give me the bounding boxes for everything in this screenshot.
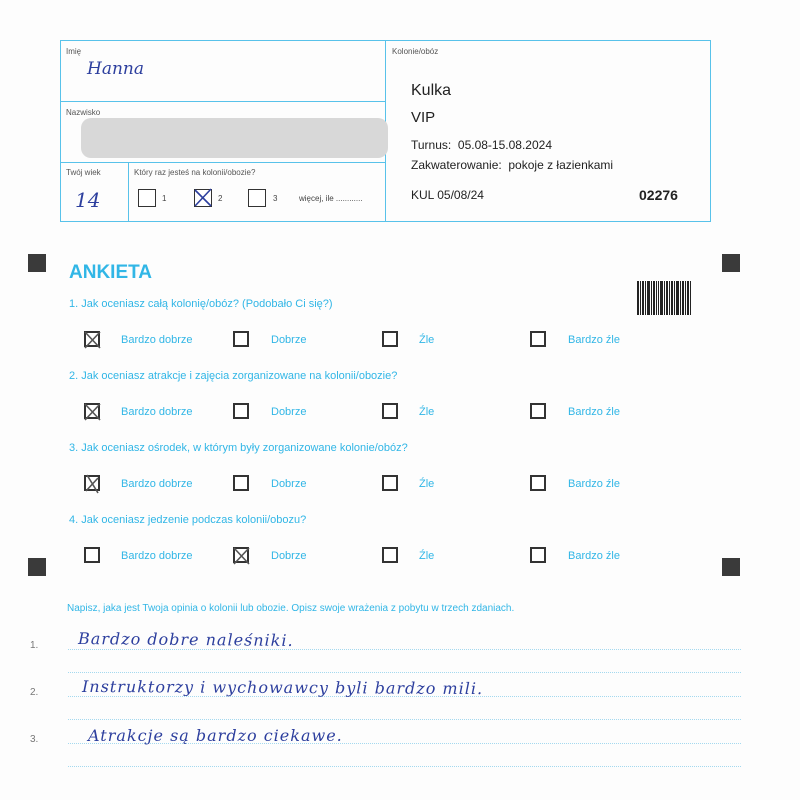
q4-option-bardzo-zle-checkbox[interactable] [530, 547, 546, 563]
q1-option-zle-checkbox[interactable] [382, 331, 398, 347]
age-label: Twój wiek [66, 168, 101, 177]
question-1: 1. Jak oceniasz całą kolonię/obóz? (Podobało Ci się?) [69, 298, 333, 310]
opinion-sentence-1[interactable]: Bardzo dobre naleśniki. [77, 629, 294, 650]
times-option-3: 3 [273, 194, 278, 203]
cross-mark-icon [232, 546, 252, 566]
camp-type: VIP [411, 109, 436, 126]
survey-title: ANKIETA [69, 262, 153, 283]
q1-option-bardzo-zle-checkbox[interactable] [530, 331, 546, 347]
age-value[interactable]: 14 [75, 188, 101, 212]
camp-turnus: Turnus: 05.08-15.08.2024 [411, 138, 552, 152]
cross-mark-icon [83, 402, 103, 422]
opinion-sentence-3[interactable]: Atrakcje są bardzo ciekawe. [88, 726, 343, 745]
camp-accommodation: Zakwaterowanie: pokoje z łazienkami [411, 158, 614, 172]
q3-option-bardzo-zle-label: Bardzo źle [568, 478, 620, 490]
times-checkbox-3[interactable] [248, 189, 266, 207]
q2-option-dobrze-label: Dobrze [271, 406, 307, 418]
q1-option-zle-label: Źle [419, 334, 435, 346]
q4-option-bardzo-zle-label: Bardzo źle [568, 550, 620, 562]
cross-mark-icon [83, 330, 103, 350]
q2-option-bardzo-zle-label: Bardzo źle [568, 406, 620, 418]
registration-mark-bottom-left [28, 558, 46, 576]
camp-code: KUL 05/08/24 [411, 188, 484, 202]
line-number-3: 3. [30, 734, 39, 745]
q2-option-bardzo-zle-checkbox[interactable] [530, 403, 546, 419]
opinion-prompt: Napisz, jaka jest Twoja opinia o kolonii lub obozie. Opisz swoje wrażenia z pobytu w trzech zdaniach. [67, 603, 515, 614]
times-option-2: 2 [218, 194, 223, 203]
q1-option-bardzo-dobrze-label: Bardzo dobrze [121, 334, 193, 346]
form-number: 02276 [639, 187, 678, 203]
header-form [60, 40, 711, 222]
surname-label: Nazwisko [66, 108, 101, 117]
writing-line [68, 766, 741, 767]
q2-option-bardzo-dobrze-label: Bardzo dobrze [121, 406, 193, 418]
surname-divider [61, 162, 385, 163]
q2-option-dobrze-checkbox[interactable] [233, 403, 249, 419]
times-checkbox-1[interactable] [138, 189, 156, 207]
q2-option-zle-checkbox[interactable] [382, 403, 398, 419]
q2-option-zle-label: Źle [419, 406, 435, 418]
writing-line [68, 649, 741, 650]
times-option-1: 1 [162, 194, 167, 203]
line-number-2: 2. [30, 687, 39, 698]
name-divider [61, 101, 385, 102]
camp-name: Kulka [411, 82, 452, 99]
times-label: Który raz jesteś na kolonii/obozie? [134, 168, 256, 177]
question-2: 2. Jak oceniasz atrakcje i zajęcia zorganizowane na kolonii/obozie? [69, 370, 398, 382]
registration-mark-bottom-right [722, 558, 740, 576]
q4-option-dobrze-label: Dobrze [271, 550, 307, 562]
q4-option-bardzo-dobrze-label: Bardzo dobrze [121, 550, 193, 562]
registration-mark-top-left [28, 254, 46, 272]
q3-option-bardzo-dobrze-checkbox[interactable] [84, 475, 100, 491]
q4-option-bardzo-dobrze-checkbox[interactable] [84, 547, 100, 563]
registration-mark-top-right [722, 254, 740, 272]
q3-option-bardzo-zle-checkbox[interactable] [530, 475, 546, 491]
line-number-1: 1. [30, 640, 39, 651]
writing-line [68, 719, 741, 720]
name-value[interactable]: Hanna [87, 59, 144, 79]
q1-option-bardzo-zle-label: Bardzo źle [568, 334, 620, 346]
opinion-sentence-2[interactable]: Instruktorzy i wychowawcy byli bardzo mili. [81, 676, 484, 699]
q3-option-zle-checkbox[interactable] [382, 475, 398, 491]
name-label: Imię [66, 47, 82, 56]
question-4: 4. Jak oceniasz jedzenie podczas kolonii/obozu? [69, 514, 307, 526]
q3-option-zle-label: Źle [419, 478, 435, 490]
age-divider [128, 162, 129, 221]
times-checkbox-2[interactable] [194, 189, 212, 207]
q4-option-dobrze-checkbox[interactable] [233, 547, 249, 563]
q1-option-bardzo-dobrze-checkbox[interactable] [84, 331, 100, 347]
q3-option-dobrze-checkbox[interactable] [233, 475, 249, 491]
q1-option-dobrze-checkbox[interactable] [233, 331, 249, 347]
surname-redacted [81, 118, 388, 158]
times-more-label: więcej, ile ............ [299, 194, 363, 203]
barcode-icon [637, 281, 691, 315]
question-3: 3. Jak oceniasz ośrodek, w którym były zorganizowane kolonie/obóz? [69, 442, 408, 454]
cross-mark-icon [83, 474, 103, 494]
writing-line [68, 672, 741, 673]
q4-option-zle-checkbox[interactable] [382, 547, 398, 563]
q3-option-bardzo-dobrze-label: Bardzo dobrze [121, 478, 193, 490]
q2-option-bardzo-dobrze-checkbox[interactable] [84, 403, 100, 419]
camp-label: Kolonie/obóz [392, 47, 439, 56]
q1-option-dobrze-label: Dobrze [271, 334, 307, 346]
q3-option-dobrze-label: Dobrze [271, 478, 307, 490]
cross-mark-icon [192, 187, 214, 209]
q4-option-zle-label: Źle [419, 550, 435, 562]
